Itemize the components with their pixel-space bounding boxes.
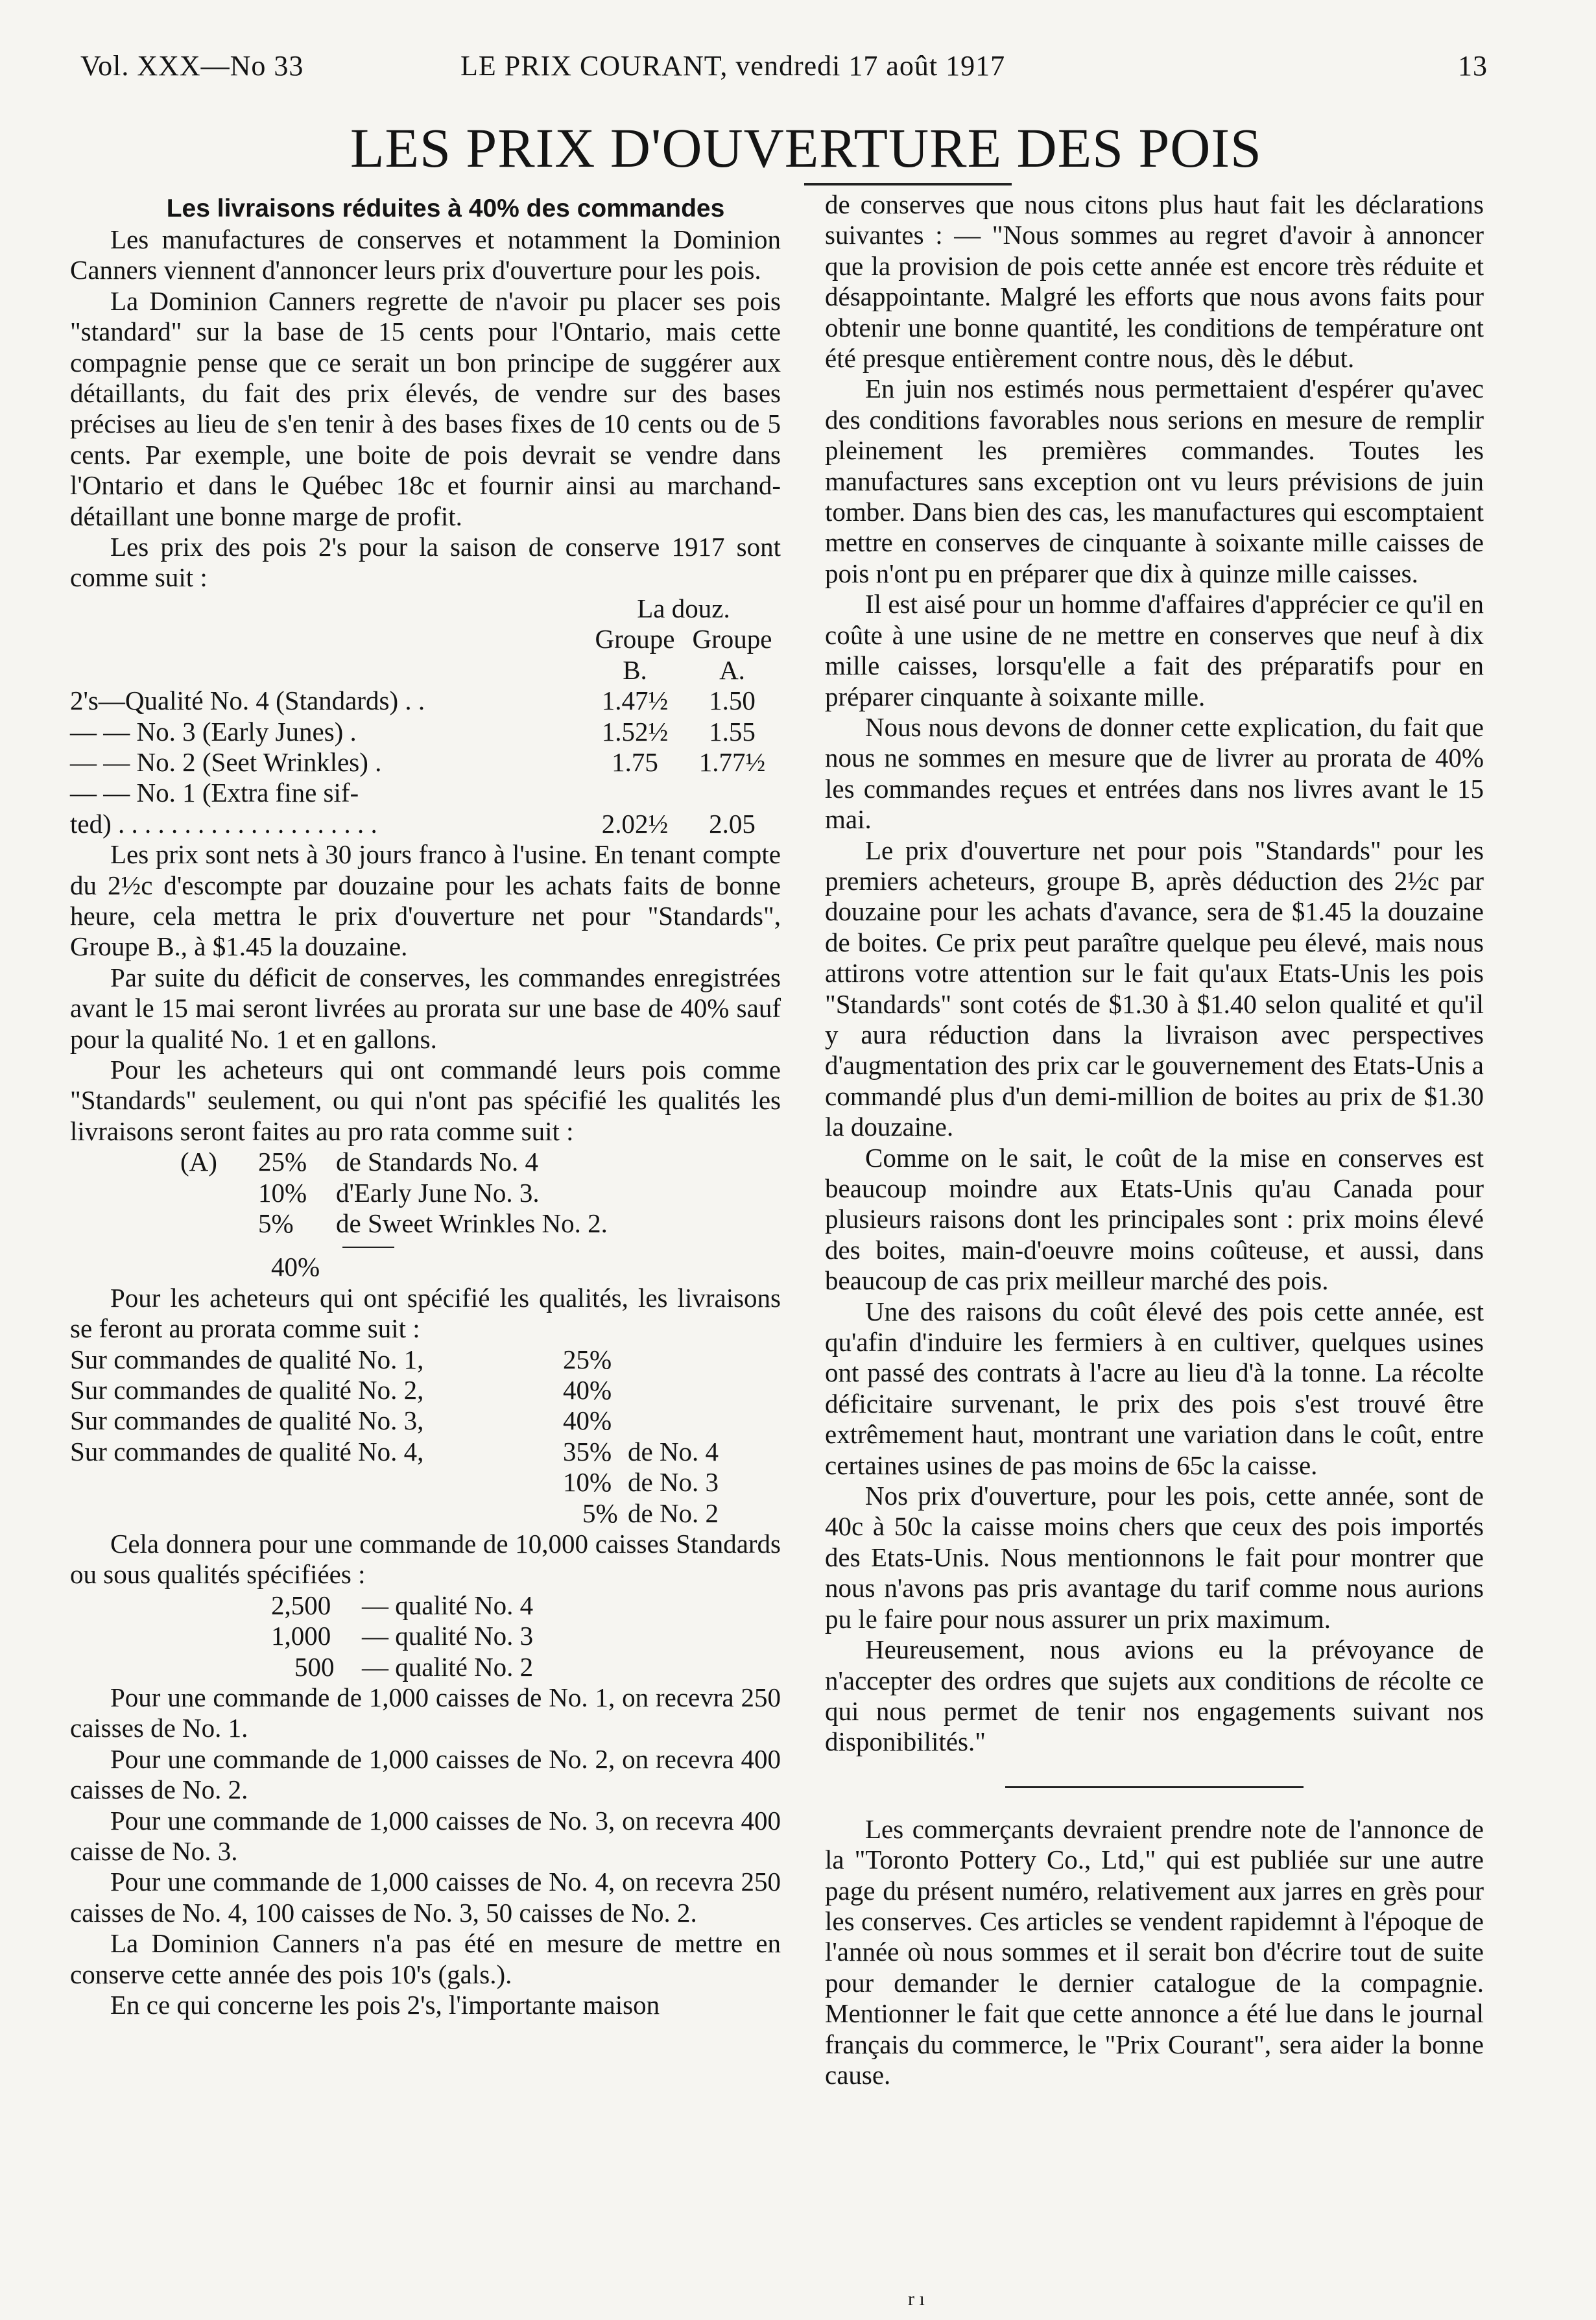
volume-number: Vol. XXX—No 33 bbox=[80, 50, 304, 82]
paragraph: Les prix sont nets à 30 jours franco à l'usine. En tenant compte du 2½c d'escompte par douzaine pour les achats faits de bonne heure, cela mettra le prix d'ouverture net pour "Standards", Groupe B., à $1.45 la douzaine. bbox=[70, 839, 781, 962]
paragraph: En ce qui concerne les pois 2's, l'importante maison bbox=[110, 1989, 660, 2020]
list-item: Sur commandes de qualité No. 3, 40% bbox=[70, 1405, 612, 1436]
list-item: Sur commandes de qualité No. 2, 40% bbox=[70, 1374, 612, 1405]
list-item: 10% d'Early June No. 3. bbox=[258, 1177, 540, 1208]
article-subtitle: Les livraisons réduites à 40% des commandes bbox=[166, 195, 725, 222]
list-item: Sur commandes de qualité No. 1, 25% bbox=[70, 1344, 612, 1374]
sum-rule bbox=[342, 1247, 394, 1248]
allocation-total: 40% bbox=[271, 1252, 320, 1282]
paragraph: Pour une commande de 1,000 caisses de No. 3, on recevra 400 caisse de No. 3. bbox=[70, 1805, 781, 1866]
table-row: — — No. 2 (Seet Wrinkles) . 1.75 1.77½ bbox=[70, 747, 766, 777]
section-divider bbox=[1005, 1786, 1304, 1788]
paragraph: Nous nous devons de donner cette explication, du fait que nous ne sommes en mesure que de livrer au prorata de 40% les commandes reçues et entrées dans nos livres avant le 15 mai. bbox=[825, 712, 1484, 835]
paragraph: En juin nos estimés nous permettaient d'espérer qu'avec des conditions favorables nous serions en mesure de remplir pleinement les premières commandes. Toutes les manufactures sans exception ont vu leurs prévisions de juin tomber. Dans bien des cas, les manufactures qui escomptaient mettre en conserves de cinquante à soixante mille caisses de pois n'ont pu en préparer que dix à quinze mille caisses. bbox=[825, 374, 1484, 588]
paragraph: La Dominion Canners regrette de n'avoir pu placer ses pois "standard" sur la base de 15 cents pour l'Ontario, mais cette compagnie pense que ce serait un bon principe de suggérer aux détaillants, du fait des prix élevés, de vendre sur des bases précises au lieu de s'en tenir à des bases fixes de 10 cents ou de 5 cents. Par exemple, une boite de pois devrait se vendre dans l'Ontario et dans le Québec 18c et fournir ainsi au marchand-détaillant une bonne marge de profit. bbox=[70, 285, 781, 531]
notice-paragraph: Les commerçants devraient prendre note de l'annonce de la "Toronto Pottery Co., Ltd," qui est publiée sur une autre page du présent numéro, relativement aux jarres en grès pour les conserves. Ces articles se vendent rapidemnt à l'époque de l'année où nous sommes et il serait bon d'écrire tout de suite pour demander le dernier catalogue de la compagnie. Mentionner le fait que cette annonce a été lue dans le journal français du commerce, le "Prix Courant", sera aider la bonne cause. bbox=[825, 1813, 1484, 2090]
paragraph: Il est aisé pour un homme d'affaires d'apprécier ce qu'il en coûte à une usine de ne mettre en conserves que neuf à dix mille caisses, lorsqu'elle a fait des préparatifs pour en préparer cinquante à soixante mille. bbox=[825, 589, 1484, 712]
quantity-list bbox=[70, 1590, 781, 1682]
list-item: 5% de No. 2 bbox=[582, 1498, 719, 1528]
paragraph: Pour les acheteurs qui ont commandé leurs pois comme "Standards" seulement, ou qui n'ont pas spécifié les qualités les livraisons seront faites au pro rata comme suit : bbox=[70, 1054, 781, 1146]
page-number: 13 bbox=[1458, 50, 1488, 82]
paragraph: Les manufactures de conserves et notamment la Dominion Canners viennent d'annoncer leurs prix d'ouverture pour les pois. bbox=[70, 224, 781, 285]
price-table: La douz. Groupe Groupe B. A. 2's—Qualité No. 4 (Standards) . . 1.47½ 1.50 — — No. 3 (Early Junes) . 1.52½ 1.55 — — No. 2 (Seet Wrinkles) . 1.75 1.77½ — — No. 1 (Extra fine sif- ted) . . . . . . . . . . . . . . . . . . . . 2.02½ 2.05 bbox=[70, 593, 781, 839]
price-table-unit: La douz. bbox=[637, 593, 730, 623]
paragraph: Comme on le sait, le coût de la mise en conserves est beaucoup moindre aux Etats-Unis qu'au Canada pour plusieurs raisons dont les principales sont : prix moins élevé des boites, main-d'oeuvre moins coûteuse, et aussi, dans beaucoup de cas prix meilleur marché des pois. bbox=[825, 1142, 1484, 1296]
paragraph: Pour une commande de 1,000 caisses de No. 1, on recevra 250 caisses de No. 1. bbox=[70, 1682, 781, 1743]
list-item: 500 — qualité No. 2 bbox=[294, 1651, 534, 1682]
list-item: 5% de Sweet Wrinkles No. 2. bbox=[258, 1208, 608, 1238]
table-row: — — No. 3 (Early Junes) . 1.52½ 1.55 bbox=[70, 716, 756, 747]
paragraph: Pour les acheteurs qui ont spécifié les qualités, les livraisons se feront au prorata comme suit : bbox=[70, 1282, 781, 1344]
paragraph: Heureusement, nous avions eu la prévoyance de n'accepter des ordres que sujets aux conditions de récolte ce qui nous permet de tenir nos engagements suivant nos disponibilités." bbox=[825, 1634, 1484, 1757]
table-row: — — No. 1 (Extra fine sif- bbox=[70, 778, 359, 808]
paragraph: Nos prix d'ouverture, pour les pois, cette année, sont de 40c à 50c la caisse moins chers que ceux des pois importés des Etats-Unis. Nous mentionnons le fait pour montrer que nous n'avons pas pris avantage du tarif comme nous aurions pu le faire pour nous assurer un prix maximum. bbox=[825, 1481, 1484, 1634]
paragraph: Cela donnera pour une commande de 10,000 caisses Standards ou sous qualités spécifiées : bbox=[70, 1528, 781, 1590]
paragraph: Par suite du déficit de conserves, les commandes enregistrées avant le 15 mai seront livrées au prorata sur une base de 40% sauf pour la qualité No. 1 et en gallons. bbox=[70, 962, 781, 1054]
right-column bbox=[825, 189, 1484, 2090]
running-header bbox=[0, 49, 1596, 88]
list-item: 1,000 — qualité No. 3 bbox=[271, 1621, 534, 1651]
publication-date-line: LE PRIX COURANT, vendredi 17 août 1917 bbox=[460, 50, 1006, 82]
paragraph: de conserves que nous citons plus haut fait les déclarations suivantes : — "Nous sommes au regret d'avoir à annoncer que la provision de pois cette année est encore très réduite et désappointante. Malgré les efforts que nous avons faits pour obtenir une bonne quantité, les conditions de température ont été presque entièrement contre nous, dès le début. bbox=[825, 189, 1484, 374]
paragraph: Pour une commande de 1,000 caisses de No. 4, on recevra 250 caisses de No. 4, 100 caisses de No. 3, 50 caisses de No. 2. bbox=[70, 1867, 781, 1928]
title-rule bbox=[804, 183, 1012, 185]
list-item: (A) 25% de Standards No. 4 bbox=[180, 1147, 539, 1177]
list-item: 10% de No. 3 bbox=[563, 1467, 719, 1498]
article-title: LES PRIX D'OUVERTURE DES POIS bbox=[350, 117, 1262, 179]
column-group-b: Groupe bbox=[595, 624, 675, 654]
price-table-header bbox=[70, 593, 781, 624]
paragraph: Pour une commande de 1,000 caisses de No. 2, on recevra 400 caisses de No. 2. bbox=[70, 1743, 781, 1805]
paragraph: Les prix des pois 2's pour la saison de conserve 1917 sont comme suit : bbox=[70, 532, 781, 593]
list-item: 2,500 — qualité No. 4 bbox=[271, 1590, 534, 1620]
footer-mark: r ı bbox=[908, 2288, 925, 2310]
left-column bbox=[70, 193, 781, 2020]
list-item: Sur commandes de qualité No. 4, 35% de No. 4 bbox=[70, 1436, 719, 1466]
table-row: 2's—Qualité No. 4 (Standards) . . 1.47½ 1.50 bbox=[70, 686, 756, 716]
paragraph: Le prix d'ouverture net pour pois "Standards" pour les premiers acheteurs, groupe B, après déduction des 2½c par douzaine pour les achats d'avance, sera de $1.45 la douzaine de boites. Ce prix peut paraître quelque peu élevé, mais nous attirons votre attention sur le fait qu'aux Etats-Unis les pois "Standards" sont cotés de $1.30 à $1.40 selon qualité et qu'il y aura réduction dans la livraison avec perspectives d'augmentation des prix car le gouvernement des Etats-Unis a commandé plus d'un demi-million de boites au prix de $1.30 la douzaine. bbox=[825, 835, 1484, 1142]
order-list bbox=[70, 1345, 781, 1529]
paragraph: La Dominion Canners n'a pas été en mesure de mettre en conserve cette année des pois 10's (gals.). bbox=[70, 1928, 781, 1989]
column-group-a: Groupe bbox=[692, 624, 772, 654]
table-row: ted) . . . . . . . . . . . . . . . . . . . . 2.02½ 2.05 bbox=[70, 808, 756, 839]
allocation-list bbox=[70, 1147, 781, 1239]
paragraph: Une des raisons du coût élevé des pois cette année, est qu'afin d'induire les fermiers à en cultiver, quelques usines ont passé des contrats à l'acre au lieu d'à la tonne. La récolte déficitaire survenant, le prix des pois s'est trouvé être extrêmement haut, montrant une variation dans le coût, entre certaines usines de pas moins de 65c la caisse. bbox=[825, 1296, 1484, 1480]
